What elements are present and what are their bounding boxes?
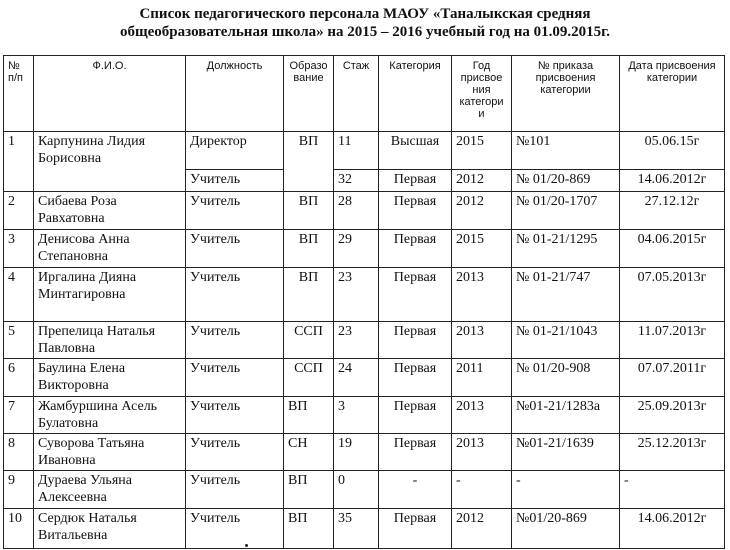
cell-year: 2011 <box>452 359 512 397</box>
cell-category: Первая <box>379 170 452 192</box>
header-education: Образо вание <box>284 56 334 132</box>
cell-education: ССП <box>284 359 334 397</box>
cell-position: Учитель <box>186 471 284 509</box>
cell-date: 05.06.15г <box>620 132 725 170</box>
cell-date: 07.05.2013г <box>620 268 725 322</box>
table-row <box>4 434 725 471</box>
cell-order: № 01/20-869 <box>512 170 620 192</box>
cell-name: Суворова Татьяна Ивановна <box>34 434 186 471</box>
document-title-line2: общеобразовательная школа» на 2015 – 2016 учебный год на 01.09.2015г. <box>119 24 610 40</box>
cell-experience: 3 <box>334 397 379 434</box>
table-row <box>4 397 725 434</box>
cell-position: Учитель <box>186 192 284 230</box>
cell-num: 4 <box>4 268 34 322</box>
cell-experience: 24 <box>334 359 379 397</box>
cell-experience: 23 <box>334 268 379 322</box>
header-year: Год присвое ния категори и <box>452 56 512 132</box>
cell-position: Учитель <box>186 509 284 549</box>
cell-education: ВП <box>284 268 334 322</box>
table-row <box>4 132 725 170</box>
cell-date: 07.07.2011г <box>620 359 725 397</box>
header-experience: Стаж <box>334 56 379 132</box>
cell-date: 25.09.2013г <box>620 397 725 434</box>
table-row <box>4 471 725 509</box>
cell-position: Учитель <box>186 322 284 359</box>
cell-year: 2012 <box>452 170 512 192</box>
cell-position: Учитель <box>186 170 284 192</box>
cell-num: 9 <box>4 471 34 509</box>
cell-education: ВП <box>284 230 334 268</box>
cell-name: Иргалина Дияна Минтагировна <box>34 268 186 322</box>
cell-education: ВП <box>284 471 334 509</box>
header-order: № приказа присвоения категории <box>512 56 620 132</box>
cell-year: 2013 <box>452 434 512 471</box>
cell-position: Директор <box>186 132 284 170</box>
cell-category: Первая <box>379 509 452 549</box>
cell-num: 2 <box>4 192 34 230</box>
cell-category: Первая <box>379 322 452 359</box>
cell-order: № 01-21/747 <box>512 268 620 322</box>
cell-position: Учитель <box>186 434 284 471</box>
cell-year: - <box>452 471 512 509</box>
cell-order: №01/20-869 <box>512 509 620 549</box>
cell-num: 3 <box>4 230 34 268</box>
cell-experience: 11 <box>334 132 379 170</box>
cell-name: Денисова Анна Степановна <box>34 230 186 268</box>
cell-category: Первая <box>379 359 452 397</box>
cell-name: Жамбуршина Асель Булатовна <box>34 397 186 434</box>
cell-experience: 23 <box>334 322 379 359</box>
cell-category: Первая <box>379 397 452 434</box>
table-row <box>4 230 725 268</box>
cell-experience: 19 <box>334 434 379 471</box>
cell-category: Первая <box>379 230 452 268</box>
cell-num: 10 <box>4 509 34 549</box>
cell-education: СН <box>284 434 334 471</box>
header-row <box>4 56 725 132</box>
cell-year: 2012 <box>452 509 512 549</box>
cell-education: ВП <box>284 192 334 230</box>
table-row <box>4 268 725 322</box>
cell-year: 2013 <box>452 322 512 359</box>
cell-education: ВП <box>284 132 334 192</box>
cell-order: № 01/20-1707 <box>512 192 620 230</box>
cell-name: Сибаева Роза Равхатовна <box>34 192 186 230</box>
cell-order: № 01/20-908 <box>512 359 620 397</box>
cell-position: Учитель <box>186 230 284 268</box>
cell-education: ВП <box>284 509 334 549</box>
cell-category: Первая <box>379 434 452 471</box>
cell-name: Баулина Елена Викторовна <box>34 359 186 397</box>
table-row <box>4 192 725 230</box>
cell-num: 7 <box>4 397 34 434</box>
cell-year: 2012 <box>452 192 512 230</box>
scan-speck <box>245 544 248 547</box>
cell-order: № 01-21/1295 <box>512 230 620 268</box>
cell-year: 2015 <box>452 230 512 268</box>
cell-order: №01-21/1283а <box>512 397 620 434</box>
cell-order: №01-21/1639 <box>512 434 620 471</box>
cell-position: Учитель <box>186 268 284 322</box>
cell-experience: 0 <box>334 471 379 509</box>
cell-order: № 01-21/1043 <box>512 322 620 359</box>
cell-category: Первая <box>379 268 452 322</box>
cell-experience: 29 <box>334 230 379 268</box>
cell-year: 2013 <box>452 397 512 434</box>
cell-num: 6 <box>4 359 34 397</box>
cell-category: Первая <box>379 192 452 230</box>
cell-num: 8 <box>4 434 34 471</box>
cell-date: 04.06.2015г <box>620 230 725 268</box>
table-row <box>4 359 725 397</box>
header-date: Дата присвоения категории <box>620 56 725 132</box>
cell-experience: 35 <box>334 509 379 549</box>
cell-date: 14.06.2012г <box>620 509 725 549</box>
document-title-line1: Список педагогического персонала МАОУ «Таналыкская средняя <box>139 6 591 22</box>
cell-date: 27.12.12г <box>620 192 725 230</box>
cell-position: Учитель <box>186 359 284 397</box>
cell-num: 1 <box>4 132 34 192</box>
table-row <box>4 509 725 549</box>
cell-experience: 28 <box>334 192 379 230</box>
cell-position: Учитель <box>186 397 284 434</box>
cell-experience: 32 <box>334 170 379 192</box>
cell-num: 5 <box>4 322 34 359</box>
cell-education: ССП <box>284 322 334 359</box>
cell-category: Высшая <box>379 132 452 170</box>
cell-category: - <box>379 471 452 509</box>
cell-name: Препелица Наталья Павловна <box>34 322 186 359</box>
header-num: № п/п <box>4 56 34 132</box>
cell-name: Карпунина Лидия Борисовна <box>34 132 186 192</box>
header-position: Должность <box>186 56 284 132</box>
cell-name: Сердюк Наталья Витальевна <box>34 509 186 549</box>
cell-year: 2015 <box>452 132 512 170</box>
header-name: Ф.И.О. <box>34 56 186 132</box>
cell-order: №101 <box>512 132 620 170</box>
cell-education: ВП <box>284 397 334 434</box>
cell-date: - <box>620 471 725 509</box>
cell-date: 25.12.2013г <box>620 434 725 471</box>
cell-date: 14.06.2012г <box>620 170 725 192</box>
cell-name: Дураева Ульяна Алексеевна <box>34 471 186 509</box>
staff-table <box>3 55 725 549</box>
table-row <box>4 322 725 359</box>
cell-year: 2013 <box>452 268 512 322</box>
cell-date: 11.07.2013г <box>620 322 725 359</box>
cell-order: - <box>512 471 620 509</box>
header-category: Категория <box>379 56 452 132</box>
